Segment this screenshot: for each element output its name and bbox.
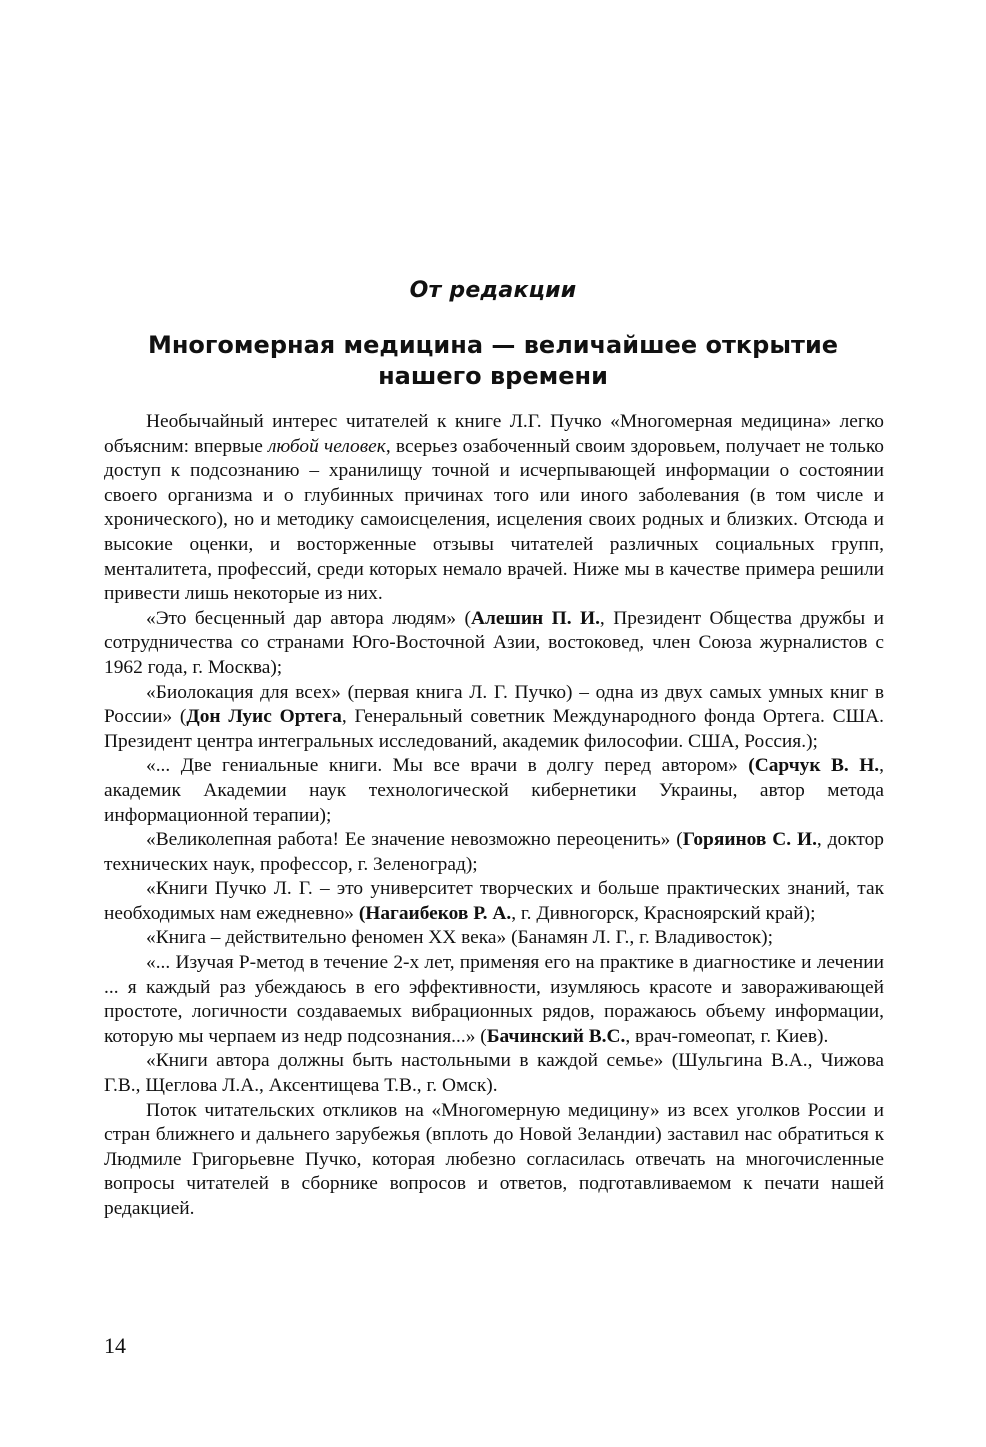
text-run: «Это бесценный дар автора людям» ( [146,607,472,629]
paragraph [104,926,884,951]
bold-run: Дон Луис Ортега [186,706,342,728]
bold-run: (Нагаибеков Р. А. [358,902,512,924]
paragraph [104,754,884,828]
text-run: «... Две гениальные книги. Мы все врачи в долгу перед автором» [146,755,749,777]
text-run: , всерьез озабоченный своим здоровьем, получает не только доступ к подсознанию – хранилищу точной и исчерпывающей информации о состоянии своего организма и о глубинных причинах того или иного заболевания (в том числе и хронического), но и методику самоисцеления, исцеления своих родных и близких. Отсюда и высокие оценки, и восторженные отзывы читателей различных социальных групп, менталитета, профессий, среди которых немало врачей. Ниже мы в качестве примера решили привести лишь некоторые из них. [104,435,884,605]
bold-run: Алешин П. И. [471,607,600,629]
page-number: 14 [104,1333,126,1358]
title-line-2: нашего времени [378,362,608,390]
paragraph [104,1099,884,1222]
paragraph [104,410,884,607]
bold-run: Бачинский В.С. [486,1025,626,1047]
text-run: «... Изучая Р-метод в течение 2-х лет, применяя его на практике в диагностике и лечении ... я каждый раз убеждаюсь в его эффективности, изумляюсь красоте и завораживающей простоте, логичности создаваемых вибрационных рядов, поражаюсь объему информации, которую мы черпаем из недр подсознания...» ( [104,952,884,1047]
paragraph [104,1049,884,1098]
text-run: , академик Академии наук технологической кибернетики Украины, автор метода информационной терапии); [104,755,885,826]
text-run: , Президент Общества дружбы и сотрудничества со странами Юго-Восточной Азии, востоковед, член Союза журналистов с 1962 года, г. Москва); [104,607,884,678]
bold-run: Горяинов С. И. [682,829,817,851]
paragraph [104,607,884,681]
text-run: «Биолокация для всех» (первая книга Л. Г. Пучко) – одна из двух самых умных книг в России» ( [104,681,884,728]
article-title [140,330,846,392]
article-body [104,410,884,1222]
section-label: От редакции [409,278,577,303]
title-line-1: Многомерная медицина — величайшее открытие [147,331,839,359]
text-run: «Великолепная работа! Ее значение невозможно переоценить» ( [146,829,683,851]
italic-run: любой человек [268,435,386,457]
paragraph [104,828,884,877]
text-run: «Книга – действительно феномен XX века» (Банамян Л. Г., г. Владивосток); [146,927,773,949]
bold-run: (Сарчук В. Н. [748,755,880,777]
paragraph [104,877,884,926]
text-run: Поток читательских откликов на «Многомерную медицину» из всех уголков России и стран ближнего и дальнего зарубежья (вплоть до Новой Зеландии) заставил нас обратиться к Людмиле Григорьевне Пучко, которая любезно согласилась отвечать на многочисленные вопросы читателей в сборнике вопросов и ответов, подготавливаемом к печати нашей редакцией. [104,1099,884,1219]
text-run: «Книги Пучко Л. Г. – это университет творческих и больше практических знаний, так необходимых нам ежедневно» [104,878,884,924]
paragraph [104,951,884,1049]
text-run: «Книги автора должны быть настольными в каждой семье» (Шульгина В.А., Чижова Г.В., Щеглова Л.А., Аксентищева Т.В., г. Омск). [104,1050,884,1097]
text-run: , г. Дивногорск, Красноярский край); [511,902,816,924]
text-run: Необычайный интерес читателей к книге Л.Г. Пучко «Многомерная медицина» легко объясним: впервые [104,411,884,457]
text-run: , врач-гомеопат, г. Киев). [625,1025,829,1047]
text-run: , доктор технических наук, профессор, г. Зеленоград); [104,829,884,875]
text-run: , Генеральный советник Международного фонда Ортега. США. Президент центра интегральных исследований, академик философии. США, Россия.); [104,706,884,752]
paragraph [104,681,884,755]
